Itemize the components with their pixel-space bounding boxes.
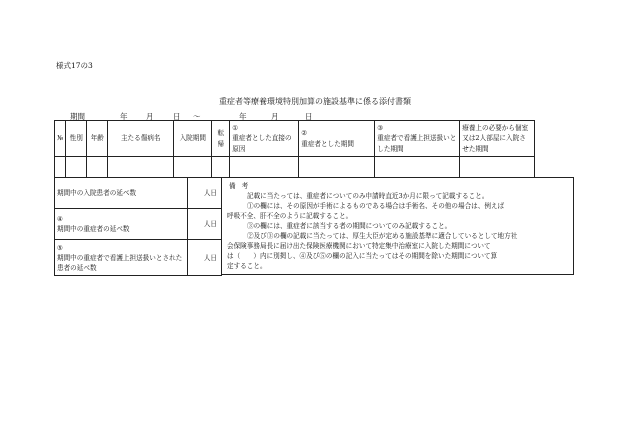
period-start-year: 年 <box>120 112 128 121</box>
stats-row-total-patient-days <box>55 178 222 209</box>
table-cell <box>230 157 299 178</box>
header-private-room-period: 療養上の必要から個室又は2人部屋に入院させた期間 <box>460 121 535 157</box>
period-end-year: 年 <box>239 112 247 121</box>
remarks-line: 記載に当たっては、重症者についてのみ申請時直近3か月に限って記載すること。 <box>247 192 489 200</box>
table-cell <box>460 157 535 178</box>
table-row <box>55 157 535 178</box>
table-cell <box>174 157 212 178</box>
period-start-month: 月 <box>146 112 154 121</box>
table-cell <box>55 157 66 178</box>
form-id: 様式17の3 <box>56 61 93 70</box>
header-outcome: 転帰 <box>212 121 230 157</box>
header-main-diagnosis: 主たる傷病名 <box>108 121 174 157</box>
remarks-line: 会保険事務局長に届け出た保険医療機関において特定集中治療室に入院した期間について <box>227 242 491 250</box>
table-cell <box>66 157 87 178</box>
stats-label: ④ 期間中の重症者の延べ数 <box>55 209 188 240</box>
remarks-line: は（ ）内に別掲し、④及び⑤の欄の記入に当たってはその期間を除いた期間について算 <box>227 252 498 260</box>
table-header-row <box>55 121 535 157</box>
remarks-line: ③の欄には、重症者に該当する者の期間についてのみ記載すること。 <box>247 222 452 230</box>
header-sex: 性別 <box>66 121 87 157</box>
stats-row-severe-patient-days <box>55 209 222 240</box>
period-end-month: 月 <box>271 112 279 121</box>
stats-unit: 人日 <box>188 209 222 240</box>
period-range-separator: ～ <box>193 112 201 121</box>
remarks-line: 定すること。 <box>227 262 267 270</box>
table-cell <box>87 157 108 178</box>
table-cell <box>212 157 230 178</box>
document-title: 重症者等療養環境特別加算の施設基準に係る添付書類 <box>219 97 411 106</box>
period-start-day: 日 <box>173 112 181 121</box>
stats-row-stretcher-patient-days <box>55 240 222 276</box>
stats-unit: 人日 <box>188 240 222 276</box>
stats-label: ⑤ 期間中の重症者で看護上担送扱いとされた患者の延べ数 <box>55 240 188 276</box>
stats-unit: 人日 <box>188 178 222 209</box>
table-cell <box>108 157 174 178</box>
remarks-box <box>221 177 574 275</box>
patient-table <box>54 120 535 178</box>
header-age: 年齢 <box>87 121 108 157</box>
remarks-line: 呼吸不全、肝不全のように記載すること。 <box>227 212 353 220</box>
header-number: № <box>55 121 66 157</box>
period-end-day: 日 <box>305 112 313 121</box>
table-cell <box>375 157 460 178</box>
header-severe-period: ② 重症者とした期間 <box>299 121 375 157</box>
remarks-line: ②及び③の欄の記載に当たっては、厚生大臣が定める施設基準に適合しているとして地方社 <box>247 232 518 240</box>
header-admission-period: 入院期間 <box>174 121 212 157</box>
remarks-line: ①の欄には、その原因が手術によるものである場合は手術名、その他の場合は、例えば <box>247 202 505 210</box>
remarks-heading: 備考 <box>229 182 255 190</box>
header-stretcher-period: ③ 重症者で看護上担送扱いとした期間 <box>375 121 460 157</box>
period-label: 期間 <box>70 112 85 121</box>
stats-table <box>54 177 222 276</box>
header-cause-of-severity: ① 重症者とした直接の原因 <box>230 121 299 157</box>
table-cell <box>299 157 375 178</box>
stats-label: 期間中の入院患者の延べ数 <box>55 178 188 209</box>
